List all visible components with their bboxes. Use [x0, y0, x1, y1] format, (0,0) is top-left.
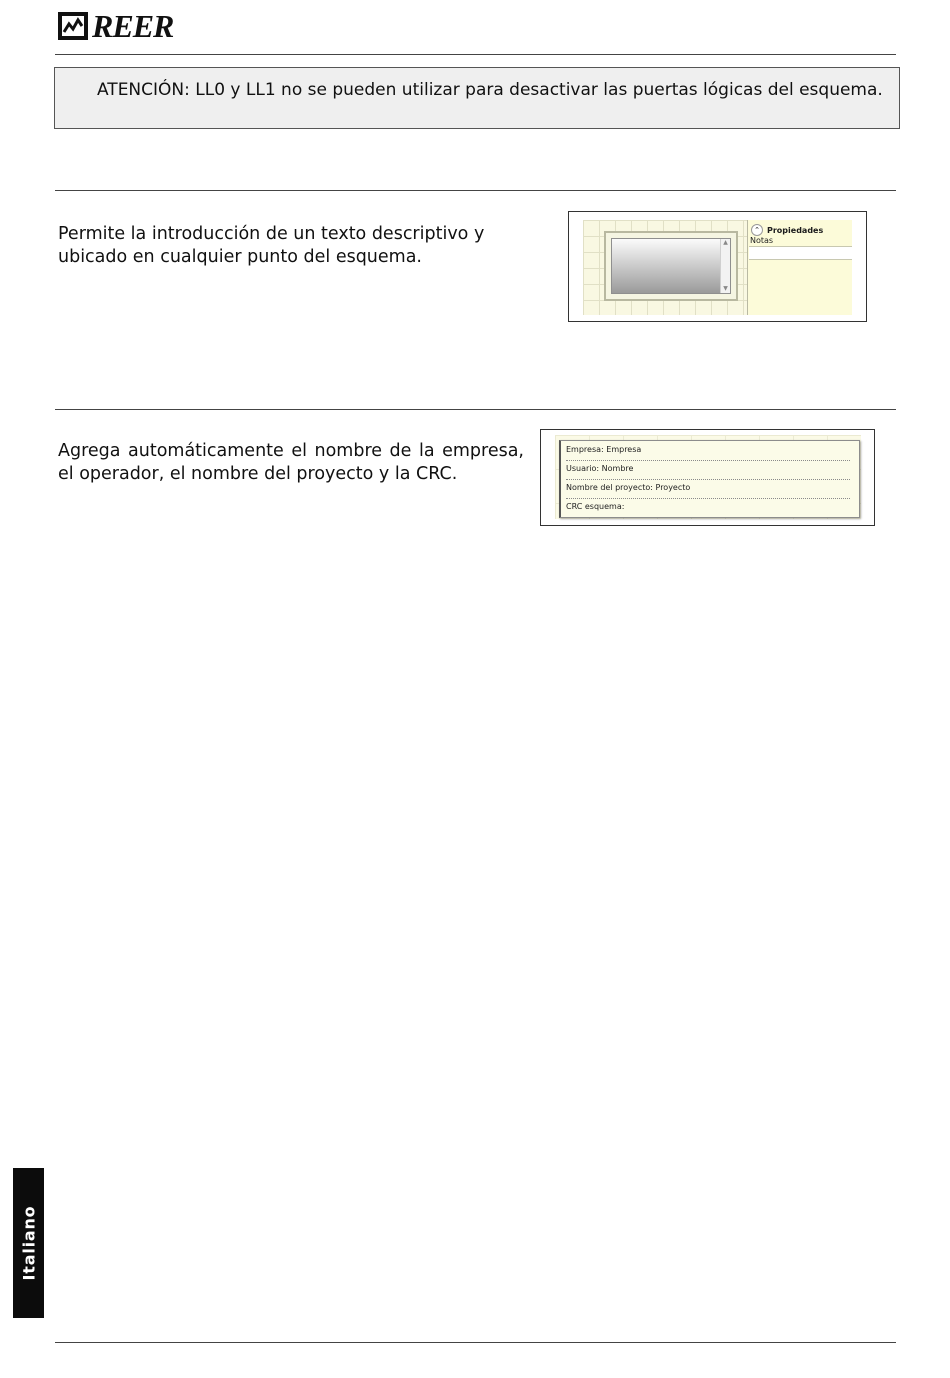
- section-divider: [55, 409, 896, 410]
- warning-text: ATENCIÓN: LL0 y LL1 no se pueden utilizar para desactivar las puertas lógicas del esquema.: [97, 80, 883, 100]
- notes-label: Notas: [750, 236, 774, 245]
- schematic-canvas: [583, 220, 748, 315]
- header-divider: [55, 54, 896, 55]
- language-tab: [13, 1168, 44, 1318]
- user-row: Usuario: Nombre: [566, 460, 850, 480]
- title-block-description: Agrega automáticamente el nombre de la empresa, el operador, el nombre del proyecto y la CRC.: [58, 441, 524, 484]
- reer-logo-icon: [58, 12, 88, 40]
- section-divider: [55, 190, 896, 191]
- company-row: Empresa: Empresa: [566, 441, 850, 461]
- notes-field[interactable]: [749, 246, 852, 260]
- properties-header[interactable]: [751, 223, 823, 237]
- notes-description: Permite la introducción de un texto descriptivo y ubicado en cualquier punto del esquema.: [58, 224, 485, 267]
- note-element[interactable]: [604, 231, 738, 301]
- note-scrollbar[interactable]: [720, 239, 730, 293]
- footer-divider: [55, 1342, 896, 1343]
- title-block-screenshot: [540, 429, 875, 526]
- logo-wordmark: REER: [92, 8, 174, 44]
- warning-box: [54, 67, 900, 129]
- notes-screenshot: [568, 211, 867, 322]
- project-name-row: Nombre del proyecto: Proyecto: [566, 479, 850, 499]
- language-label: Italiano: [19, 1205, 38, 1281]
- title-block-element[interactable]: [559, 440, 860, 518]
- scroll-down-icon: ▼: [723, 285, 728, 292]
- properties-title: Propiedades: [767, 225, 824, 235]
- scroll-up-icon: ▲: [723, 239, 728, 246]
- properties-panel: [748, 220, 852, 315]
- note-text-area: [611, 238, 731, 294]
- company-logo: [58, 9, 173, 43]
- collapse-icon[interactable]: ⌃: [751, 224, 763, 236]
- crc-row: CRC esquema:: [566, 502, 625, 511]
